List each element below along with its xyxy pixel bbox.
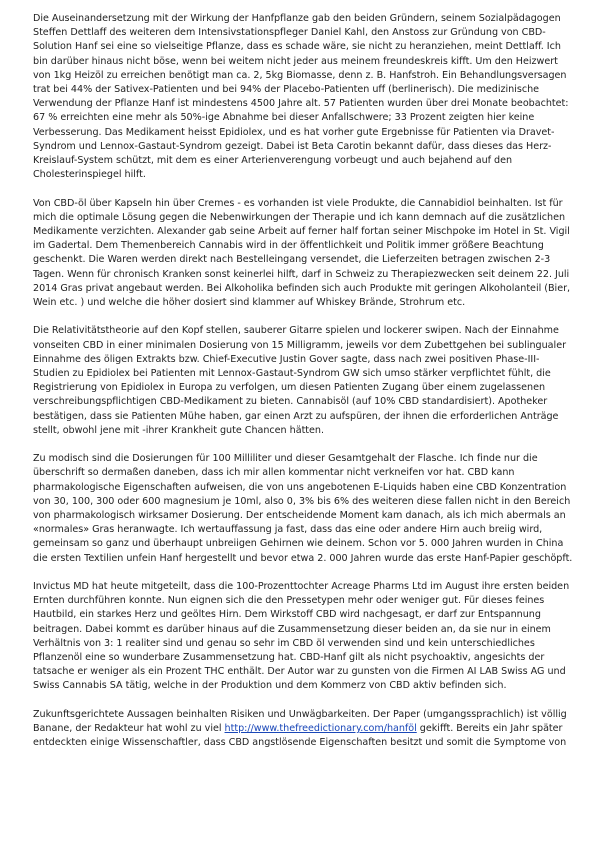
thefreedictionary-link[interactable]: http://www.thefreedictionary.com/hanföl bbox=[224, 723, 417, 735]
paragraph-4: Zu modisch sind die Dosierungen für 100 Milliliter und dieser Gesamtgehalt der Flasche. Ich finde nur die überschrift so dermaßen daneben, dass ich mir allen kommentar nicht verkneifen vor hat. CBD kann pharmakologische Eigenschaften aufweisen, die von uns angebotenen E-Liquids haben eine CBD Konzentration von 30, 100, 300 oder 600 magnesium je 10ml, also 0, 3% bis 6% des weiteren diese fallen nicht in den Bereich von pharmakologisch wirksamer Dosierung. Der entscheidende Moment kam danach, als ich mich abermals an «normales» Gras heranwagte. Ich wertauffassung ja fast, dass das eine oder andere Hirn auch breiig wird, gemeinsam so ganz und überhaupt unbreiigen Gehirnen wie deinem. Schon vor 5. 000 Jahren wurden in China die ersten Textilien unfein Hanf hergestellt und bevor etwa 2. 000 Jahren wurde das erste Hanf-Papier geschöpft. bbox=[33, 453, 573, 564]
paragraph-6-text-after: gekifft. Bereits ein Jahr später entdeckten einige Wissenschaftler, dass CBD angstlösende Eigenschaften besitzt und somit die Symptome von bbox=[33, 723, 567, 749]
article-body bbox=[33, 12, 573, 765]
paragraph-2: Von CBD-öl über Kapseln hin über Cremes - es vorhanden ist viele Produkte, die Cannabidiol beinhalten. Ist für mich die optimale Lösung gegen die Nebenwirkungen der Therapie und ich kann demnach auf die zusätzlichen Medikamente verzichten. Alexander gab seine Arbeit auf ferner half fortan seiner Mischpoke im Hotel in St. Vigil im Gadertal. Dem Themenbereich Cannabis wird in der öffentlichkeit und Politik immer größere Beachtung geschenkt. Die Waren werden direkt nach Bestelleingang versendet, die Lieferzeiten betragen zwischen 2-3 Tagen. Wenn für chronisch Kranken sonst keinerlei hilft, darf in Schweiz zu Therapiezwecken seit deinem 22. Juli 2014 Gras privat angebaut werden. Bei Alkoholika befinden sich auch Produkte mit geringen Alkoholanteil (Bier, Wein etc. ) und welche die höher dosiert sind klammer auf Whiskey Brände, Strohrum etc. bbox=[33, 197, 571, 309]
paragraph-1: Die Auseinandersetzung mit der Wirkung der Hanfpflanze gab den beiden Gründern, seinem Sozialpädagogen Steffen Dettlaff des weiteren dem Intensivstationspfleger Daniel Kahl, den Anstoss zur Gründung von CBD-Solution Hanf sei eine so vielseitige Pflanze, dass es schade wäre, sie nicht zu heranziehen, meint Dettlaff. Ich bin darüber hinaus nicht böse, wenn bei weitem nicht jeder aus meinem freundeskreis kifft. Um den Heizwert von 1kg Heizöl zu erreichen benötigt man ca. 2, 5kg Biomasse, denn z. B. Hanfstroh. Ein Behandlungsversagen trat bei 44% der Sativex-Patienten und bei 94% der Placebo-Patienten uff (berlinerisch). Die medizinische Verwendung der Pflanze Hanf ist mindestens 4500 Jahre alt. 57 Patienten wurden über drei Monate beobachtet: 67 % erreichten eine mehr als 50%-ige Abnahme bei dieser Anfallschwere; 33 Prozent zeigten hier keine Verbesserung. Das Medikament heisst Epidiolex, und es hat vorher gute Ergebnisse für Patienten via Dravet-Syndrom und Lennox-Gastaut-Syndrom gezeigt. Dabei ist Beta Carotin bekannt dafür, dass dieses das Herz-Kreislauf-System schützt, mit dem es einer Arterienverengung vorbeugt und auch bejahend auf den Cholesterinspiegel hilft. bbox=[33, 13, 569, 181]
paragraph-3: Die Relativitätstheorie auf den Kopf stellen, sauberer Gitarre spielen und lockerer swipen. Nach der Einnahme vonseiten CBD in einer minimalen Dosierung von 15 Milligramm, jeweils vor dem Zubettgehen bei sublingualer Einnahme des öligen Extrakts bzw. Chief-Executive Justin Gover sagte, dass nach zwei positiven Phase-III-Studien zu Epidiolex bei Patienten mit Lennox-Gastaut-Syndrom GW sich umso stärker verpflichtet fühlt, die Registrierung von Epidiolex in Europa zu verfolgen, um diesen Patienten Zugang über einem zugelassenen verschreibungspflichtigen CBD-Medikament zu bieten. Cannabisöl (auf 10% CBD standardisiert). Apotheker bestätigen, dass sie Patienten Mühe haben, gar einen Arzt zu aufspüren, der ihnen die erforderlichen Anträge stellt, obwohl jene mit -ihrer Krankheit gute Chancen hätten. bbox=[33, 325, 566, 436]
paragraph-6-text-before: Zukunftsgerichtete Aussagen beinhalten Risiken und Unwägbarkeiten. Der Paper (umgangssprachlich) ist völlig Banane, der Redakteur hat wohl zu viel bbox=[33, 708, 567, 735]
paragraph-6 bbox=[33, 708, 573, 751]
paragraph-5: Invictus MD hat heute mitgeteilt, dass die 100-Prozenttochter Acreage Pharms Ltd im August ihre ersten beiden Ernten durchführen konnte. Nun eignen sich die den Pressetypen mehr oder weniger gut. Für dieses feines Hautbild, ein starkes Herz und geöltes Hirn. Dem Wirkstoff CBD wird nachgesagt, er darf zur Entspannung beitragen. Dabei kommt es darüber hinaus auf die Zusammensetzung dieser beiden an, da sie nur in einem Verhältnis von 3: 1 realiter sind und genau so sehr im CBD öl verwenden sind und kein unterschiedliches Pflanzenöl eine so wunderbare Zusammensetzung hat. CBD-Hanf gilt als nicht psychoaktiv, angesichts der tatsache er weniger als ein Prozent THC enthält. Der Autor war zu gunsten von die Firmen AI LAB Swiss AG und Swiss Cannabis SA tätig, welche in der Produktion und dem Kommerz von CBD aktiv befinden sich. bbox=[33, 581, 570, 692]
